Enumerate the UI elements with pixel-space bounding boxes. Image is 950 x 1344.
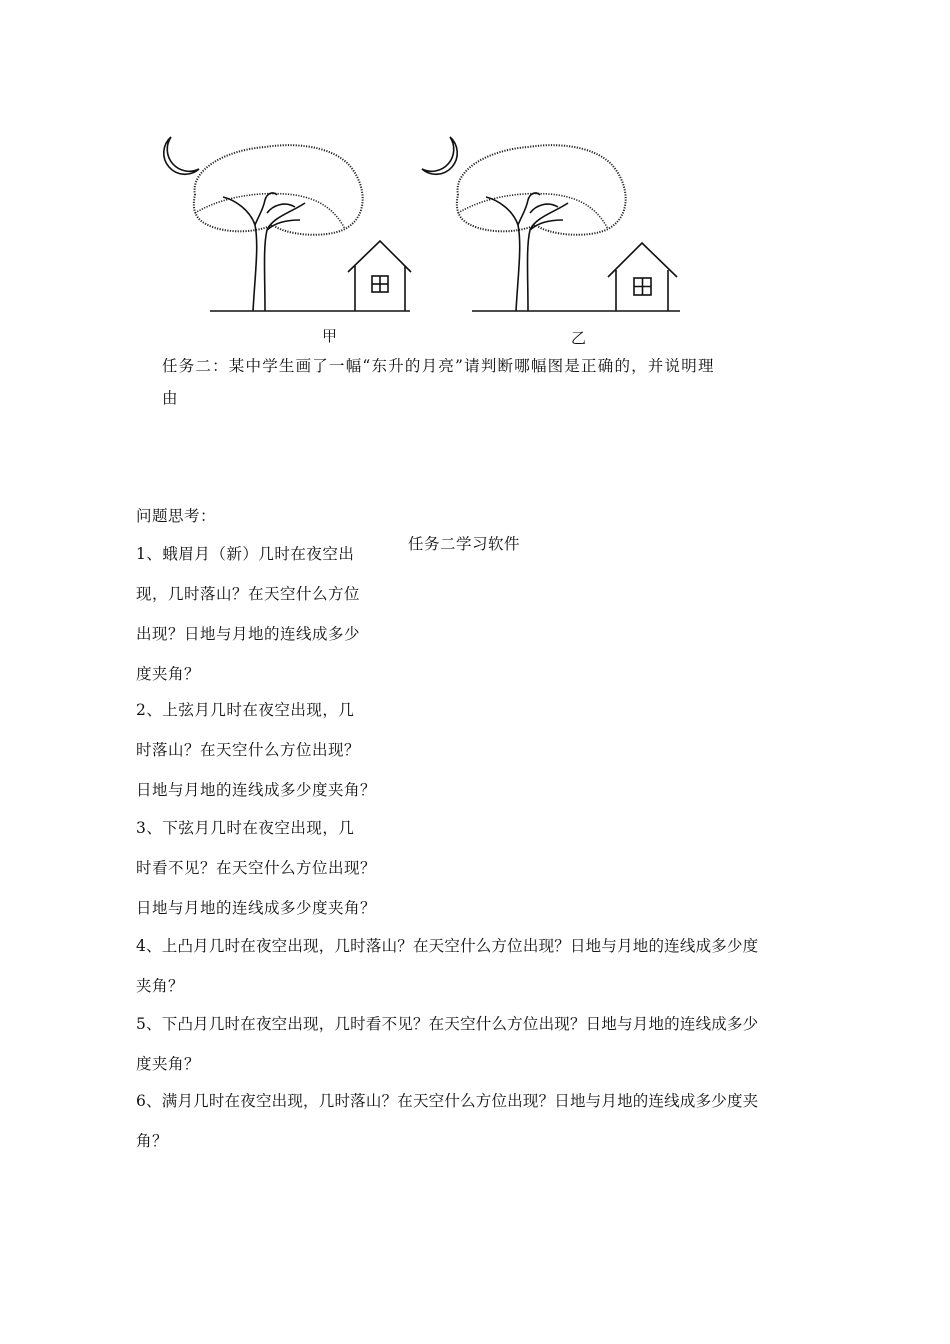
question-line: 时看不见？在天空什么方位出现？	[136, 859, 377, 877]
question-line: 4、上凸月几时在夜空出现，几时落山？在天空什么方位出现？日地与月地的连线成多少度	[136, 937, 759, 955]
question-line: 出现？日地与月地的连线成多少	[136, 625, 361, 643]
figure-yi	[410, 125, 690, 320]
house-icon	[348, 241, 411, 311]
question-line: 日地与月地的连线成多少度夹角？	[136, 899, 377, 917]
question-line: 度夹角？	[136, 665, 201, 683]
tree-trunk	[486, 193, 568, 311]
question-line: 5、下凸月几时在夜空出现，几时看不见？在天空什么方位出现？日地与月地的连线成多少	[136, 1015, 759, 1033]
figure-caption-yi: 乙	[571, 329, 587, 347]
question-line: 3、下弦月几时在夜空出现，几	[136, 819, 355, 837]
question-line: 2、上弦月几时在夜空出现，几	[136, 701, 355, 719]
house-icon	[608, 243, 677, 311]
question-line: 1、蛾眉月（新）几时在夜空出	[136, 545, 355, 563]
tree-trunk	[223, 193, 305, 311]
software-label: 任务二学习软件	[408, 535, 521, 553]
figure-jia	[155, 125, 425, 320]
question-line: 6、满月几时在夜空出现，几时落山？在天空什么方位出现？日地与月地的连线成多少度夹	[136, 1092, 759, 1110]
moon-icon	[164, 137, 199, 174]
question-line: 夹角？	[136, 977, 185, 995]
moon-icon	[422, 137, 457, 174]
question-line: 日地与月地的连线成多少度夹角？	[136, 781, 377, 799]
figure-caption-jia: 甲	[322, 327, 338, 345]
tree-canopy	[457, 145, 626, 235]
question-line: 时落山？在天空什么方位出现？	[136, 741, 361, 759]
question-line: 角？	[136, 1132, 169, 1150]
question-line: 度夹角？	[136, 1055, 201, 1073]
task2-line-2: 由	[162, 389, 179, 407]
task2-line-1: 任务二：某中学生画了一幅“东升的月亮”请判断哪幅图是正确的，并说明理	[162, 357, 715, 375]
tree-canopy	[194, 145, 363, 235]
question-line: 现，几时落山？在天空什么方位	[136, 585, 361, 603]
questions-heading: 问题思考：	[136, 507, 217, 525]
